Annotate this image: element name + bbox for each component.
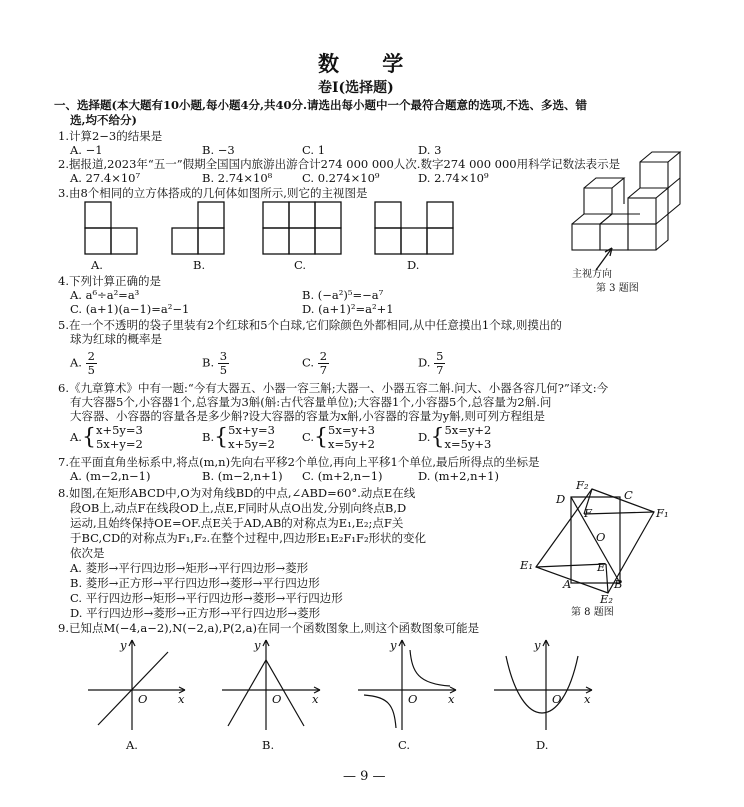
- page-title: 数 学: [318, 51, 422, 76]
- q8-stem-line5: 依次是: [70, 546, 105, 560]
- q8-option-d: D. 平行四边形→菱形→正方形→平行四边形→菱形: [70, 606, 321, 620]
- q5-option-d: D. $\frac{5}{7}$: [418, 349, 444, 378]
- q1-stem: 1.计算2−3的结果是: [58, 129, 163, 143]
- q9-option-d: D.: [536, 738, 549, 752]
- q8-label-c: C: [624, 488, 633, 502]
- page-number: — 9 —: [343, 769, 386, 784]
- q9-a-origin: O: [138, 692, 148, 706]
- q2-option-a: A. 27.4×10⁷: [70, 171, 141, 185]
- q3-stem: 3.由8个相同的立方体搭成的几何体如图所示,则它的主视图是: [58, 186, 368, 200]
- q9-stem: 9.已知点M(−4,a−2),N(−2,a),P(2,a)在同一个函数图象上,则这个函数图象可能是: [58, 621, 480, 635]
- q5-option-a: A. $\frac{2}{5}$: [70, 349, 95, 378]
- q9-c-y-label: y: [390, 638, 397, 652]
- instructions-line2: 选,均不给分): [70, 113, 137, 127]
- q4-option-b: B. (−a²)⁵=−a⁷: [302, 288, 384, 302]
- q8-label-f2: F₂: [576, 478, 589, 492]
- q4-stem: 4.下列计算正确的是: [58, 274, 161, 288]
- q9-a-y-label: y: [120, 638, 127, 652]
- q3-option-a: A.: [91, 258, 103, 272]
- q2-option-b: B. 2.74×10⁸: [202, 171, 273, 185]
- q5-stem-line2: 球为红球的概率是: [70, 332, 162, 346]
- q7-option-b: B. (m−2,n+1): [202, 469, 283, 483]
- q9-b-origin: O: [272, 692, 282, 706]
- q2-stem: 2.据报道,2023年“五一”假期全国国内旅游出游合计274 000 000人次.数字274 000 000用科学记数法表示是: [58, 157, 621, 171]
- q8-label-o: O: [596, 530, 606, 544]
- q1-option-b: B. −3: [202, 143, 235, 157]
- q6-option-d: D.{5x=y+2 x=5y+3: [418, 423, 492, 451]
- q1-option-c: C. 1: [302, 143, 326, 157]
- q9-c-origin: O: [408, 692, 418, 706]
- q9-option-a: A.: [126, 738, 138, 752]
- q9-a-x-label: x: [178, 692, 185, 706]
- q9-b-y-label: y: [254, 638, 261, 652]
- q2-option-d: D. 2.74×10⁹: [418, 171, 489, 185]
- q6-stem-line3: 大容器、小容器的容量各是多少斛?设大容器的容量为x斛,小容器的容量为y斛,则可列方程组是: [70, 409, 545, 423]
- q4-option-c: C. (a+1)(a−1)=a²−1: [70, 302, 190, 316]
- q8-label-a: A: [563, 577, 572, 591]
- q8-stem-line3: 运动,且始终保持OE=OF.点E关于AD,AB的对称点为E₁,E₂;点F关: [70, 516, 404, 530]
- q1-option-d: D. 3: [418, 143, 442, 157]
- q4-option-d: D. (a+1)²=a²+1: [302, 302, 394, 316]
- q8-label-d: D: [556, 492, 566, 506]
- q6-option-b: B.{5x+y=3 x+5y=2: [202, 423, 275, 451]
- q7-option-a: A. (m−2,n−1): [70, 469, 151, 483]
- q8-label-f: F: [584, 506, 592, 520]
- q3-direction-label: 主视方向: [572, 269, 612, 280]
- q5-stem-line1: 5.在一个不透明的袋子里装有2个红球和5个白球,它们除颜色外都相同,从中任意摸出1个球,则摸出的: [58, 318, 562, 332]
- q7-stem: 7.在平面直角坐标系中,将点(m,n)先向右平移2个单位,再向上平移1个单位,最后所得点的坐标是: [58, 455, 540, 469]
- q3-caption: 第 3 题图: [596, 283, 639, 294]
- q3-option-c: C.: [294, 258, 307, 272]
- q8-stem-line4: 于BC,CD的对称点为F₁,F₂.在整个过程中,四边形E₁E₂F₁F₂形状的变化: [70, 531, 427, 545]
- section-title: 卷Ⅰ(选择题): [318, 80, 394, 96]
- q9-d-x-label: x: [584, 692, 591, 706]
- q9-d-origin: O: [552, 692, 562, 706]
- q8-label-e2: E₂: [600, 592, 614, 606]
- q5-option-b: B. $\frac{3}{5}$: [202, 349, 228, 378]
- q9-c-x-label: x: [448, 692, 455, 706]
- q8-option-c: C. 平行四边形→矩形→平行四边形→菱形→平行四边形: [70, 591, 343, 605]
- q8-stem-line2: 段OB上,动点F在线段OD上,点E,F同时从点O出发,分别向终点B,D: [70, 501, 407, 515]
- q3-option-d: D.: [407, 258, 420, 272]
- q8-label-e: E: [597, 560, 606, 574]
- q8-label-f1: F₁: [656, 506, 669, 520]
- q6-stem-line2: 有大容器5个,小容器1个,总容量为3斛(斛:古代容量单位);大容器1个,小容器5个,总容量为2斛.问: [70, 395, 552, 409]
- q3-option-b: B.: [193, 258, 206, 272]
- q8-caption: 第 8 题图: [571, 607, 614, 618]
- q4-option-a: A. a⁶÷a²=a³: [70, 288, 140, 302]
- q7-option-c: C. (m+2,n−1): [302, 469, 383, 483]
- q8-label-b: B: [614, 577, 623, 591]
- q8-option-a: A. 菱形→平行四边形→矩形→平行四边形→菱形: [70, 561, 309, 575]
- q9-option-c: C.: [398, 738, 411, 752]
- q5-option-c: C. $\frac{2}{7}$: [302, 349, 328, 378]
- q7-option-d: D. (m+2,n+1): [418, 469, 499, 483]
- q2-option-c: C. 0.274×10⁹: [302, 171, 380, 185]
- q8-label-e1: E₁: [520, 558, 534, 572]
- q6-stem-line1: 6.《九章算术》中有一题:“今有大器五、小器一容三斛;大器一、小器五容二斛.问大、小器各容几何?”译文:今: [58, 381, 609, 395]
- q9-option-b: B.: [262, 738, 275, 752]
- q8-stem-line1: 8.如图,在矩形ABCD中,O为对角线BD的中点,∠ABD=60°.动点E在线: [58, 486, 416, 500]
- q6-option-c: C.{5x=y+3 x=5y+2: [302, 423, 375, 451]
- q9-d-y-label: y: [534, 638, 541, 652]
- q9-b-x-label: x: [312, 692, 319, 706]
- instructions-line1: 一、选择题(本大题有10小题,每小题4分,共40分.请选出每小题中一个最符合题意的选项,不选、多选、错: [54, 98, 587, 112]
- q6-option-a: A.{x+5y=3 5x+y=2: [70, 423, 143, 451]
- q8-option-b: B. 菱形→正方形→平行四边形→菱形→平行四边形: [70, 576, 320, 590]
- q1-option-a: A. −1: [70, 143, 103, 157]
